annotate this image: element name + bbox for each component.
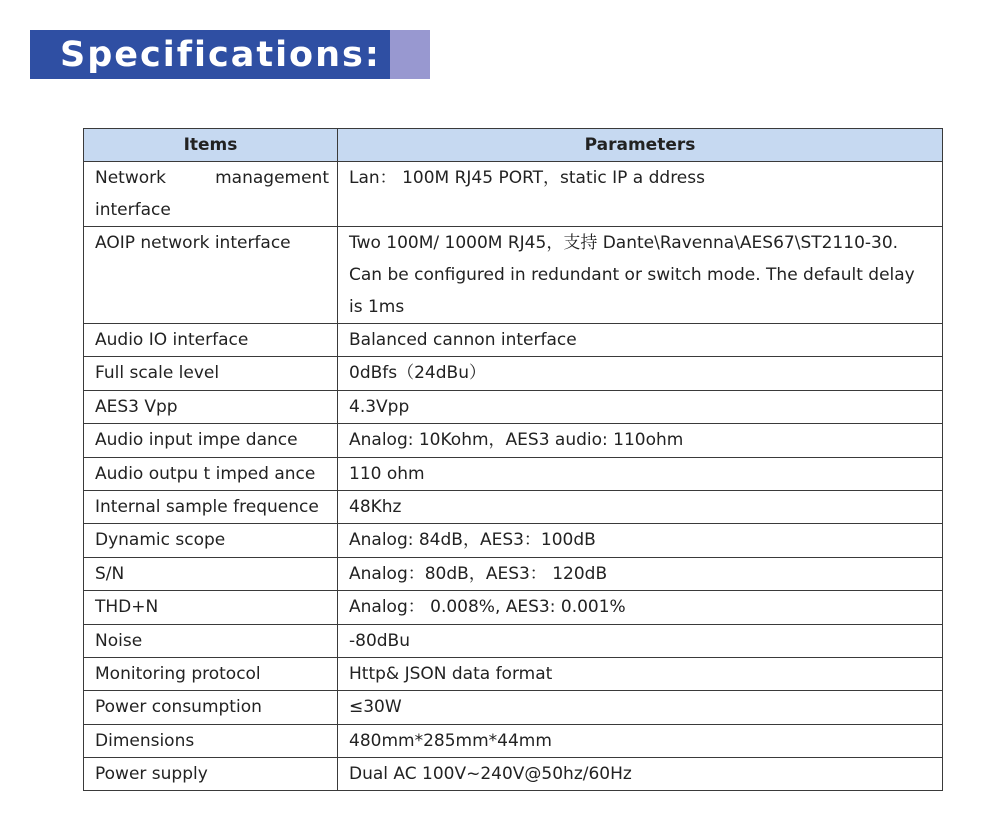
item-cell — [84, 162, 338, 227]
item-cell: Audio outpu t imped ance — [84, 457, 338, 490]
parameter-line: Balanced cannon interface — [349, 330, 577, 350]
parameter-line: 4.3Vpp — [349, 396, 410, 417]
parameter-line: 0dBfs（24dBu） — [349, 363, 486, 384]
parameter-cell — [338, 324, 943, 357]
item-cell: Monitoring protocol — [84, 657, 338, 690]
header-parameters: Parameters — [338, 129, 943, 162]
table-body — [84, 162, 943, 791]
item-line: interface — [95, 200, 171, 220]
item-cell: Noise — [84, 624, 338, 657]
parameter-cell — [338, 162, 943, 227]
table-row — [84, 490, 943, 523]
item-cell: Dynamic scope — [84, 524, 338, 557]
table-row — [84, 758, 943, 791]
parameter-cell — [338, 357, 943, 390]
table-row — [84, 524, 943, 557]
table-row — [84, 324, 943, 357]
parameter-cell — [338, 758, 943, 791]
item-cell: AOIP network interface — [84, 227, 338, 324]
table-row — [84, 457, 943, 490]
table-row — [84, 691, 943, 724]
table-header-row — [84, 129, 943, 162]
parameter-cell — [338, 390, 943, 423]
item-word: Network — [95, 168, 166, 188]
parameter-cell — [338, 524, 943, 557]
item-cell: Internal sample frequence — [84, 490, 338, 523]
item-cell: Power supply — [84, 758, 338, 791]
parameter-line: Analog：80dB，AES3： 120dB — [349, 563, 608, 584]
item-cell: S/N — [84, 557, 338, 590]
parameter-line: -80dBu — [349, 630, 410, 651]
item-cell: Audio IO interface — [84, 324, 338, 357]
parameter-line: Can be configured in redundant or switch mode. The default delay — [349, 265, 915, 285]
parameter-cell — [338, 227, 943, 324]
parameter-line: 110 ohm — [349, 463, 425, 484]
specifications-table — [83, 128, 943, 791]
table-row — [84, 162, 943, 227]
parameter-line: Analog： 0.008%, AES3: 0.001% — [349, 597, 626, 618]
parameter-cell — [338, 724, 943, 757]
page-title: Specifications: — [60, 35, 381, 75]
parameter-line: Two 100M/ 1000M RJ45，支持 Dante\Ravenna\AES67\ST2110-30. — [349, 233, 899, 253]
table-row — [84, 624, 943, 657]
item-cell: THD+N — [84, 591, 338, 624]
parameter-line: is 1ms — [349, 297, 405, 317]
parameter-line: Lan： 100M RJ45 PORT，static IP a ddress — [349, 168, 705, 188]
parameter-cell — [338, 490, 943, 523]
title-banner — [30, 30, 400, 79]
item-cell: Power consumption — [84, 691, 338, 724]
table-row — [84, 657, 943, 690]
table-row — [84, 724, 943, 757]
table-row — [84, 591, 943, 624]
table-row — [84, 557, 943, 590]
item-cell: Dimensions — [84, 724, 338, 757]
parameter-cell — [338, 557, 943, 590]
parameter-cell — [338, 691, 943, 724]
parameter-line: Analog: 10Kohm，AES3 audio: 110ohm — [349, 430, 684, 451]
parameter-cell — [338, 657, 943, 690]
parameter-line: Analog: 84dB，AES3：100dB — [349, 530, 596, 551]
parameter-line: Http& JSON data format — [349, 663, 553, 684]
table-row — [84, 424, 943, 457]
parameter-line: 48Khz — [349, 496, 402, 517]
parameter-line: Dual AC 100V~240V@50hz/60Hz — [349, 764, 632, 785]
item-cell: Full scale level — [84, 357, 338, 390]
item-line — [95, 162, 329, 194]
parameter-cell — [338, 424, 943, 457]
table-row — [84, 227, 943, 324]
table-row — [84, 357, 943, 390]
item-word: management — [215, 168, 329, 188]
item-cell: AES3 Vpp — [84, 390, 338, 423]
parameter-cell — [338, 457, 943, 490]
table-row — [84, 390, 943, 423]
header-items: Items — [84, 129, 338, 162]
parameter-cell — [338, 591, 943, 624]
item-cell: Audio input impe dance — [84, 424, 338, 457]
parameter-cell — [338, 624, 943, 657]
banner-accent-block — [390, 30, 430, 79]
parameter-line: ≤30W — [349, 697, 402, 718]
parameter-line: 480mm*285mm*44mm — [349, 730, 552, 751]
